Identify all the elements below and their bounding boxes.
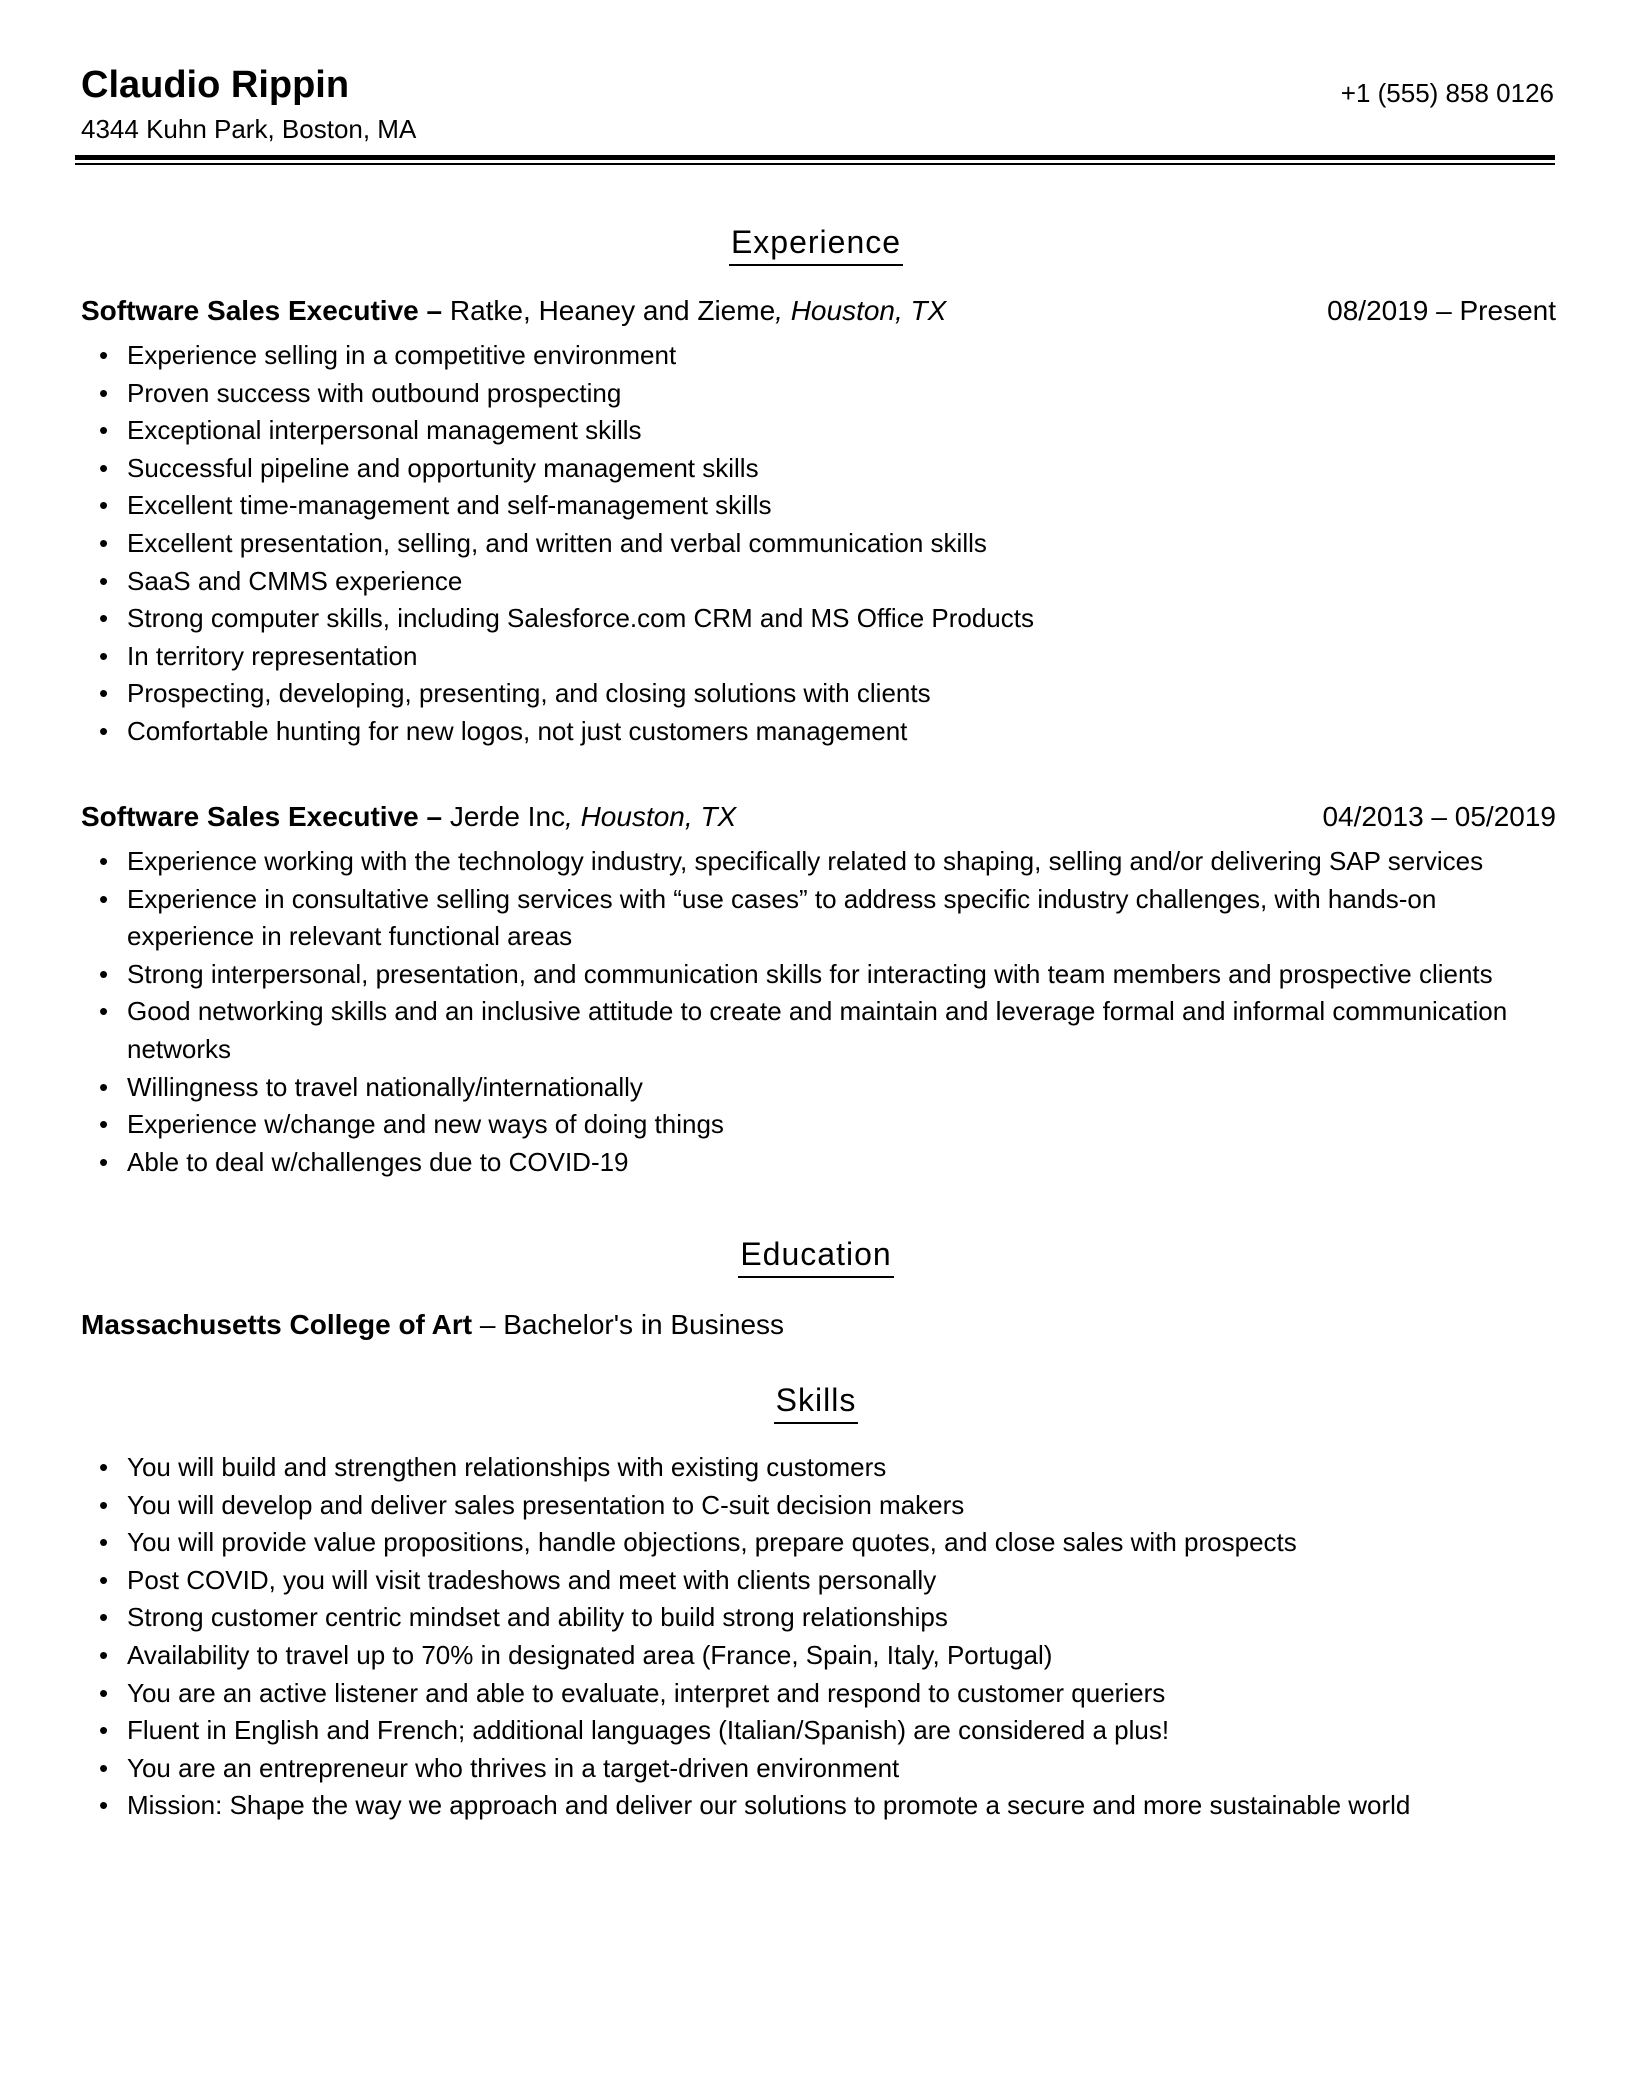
job-1-header xyxy=(81,293,1556,329)
list-item: • You will provide value propositions, handle objections, prepare quotes, and close sales with prospects xyxy=(81,1524,1556,1562)
header-divider-thick xyxy=(75,155,1555,160)
job-2-header xyxy=(81,799,1556,835)
list-item: • Able to deal w/challenges due to COVID-19 xyxy=(81,1144,1556,1182)
job-1-role: Software Sales Executive – xyxy=(81,295,450,326)
list-item: • You will develop and deliver sales presentation to C-suit decision makers xyxy=(81,1487,1556,1525)
experience-heading-text: Experience xyxy=(729,222,903,266)
education-heading xyxy=(0,1234,1632,1278)
job-2-company: Jerde Inc xyxy=(449,801,566,832)
list-item: • Good networking skills and an inclusive attitude to create and maintain and leverage formal and informal communication networks xyxy=(81,993,1556,1068)
list-item: • Exceptional interpersonal management skills xyxy=(81,412,1556,450)
list-item: • You are an active listener and able to evaluate, interpret and respond to customer queriers xyxy=(81,1675,1556,1713)
candidate-phone: +1 (555) 858 0126 xyxy=(1340,78,1554,108)
job-1-bullets xyxy=(81,337,1556,751)
header-divider-thin xyxy=(75,163,1555,165)
list-item: • Willingness to travel nationally/internationally xyxy=(81,1069,1556,1107)
job-1-dates: 08/2019 – Present xyxy=(1327,295,1556,326)
list-item: • Experience selling in a competitive environment xyxy=(81,337,1556,375)
list-item: • Availability to travel up to 70% in designated area (France, Spain, Italy, Portugal) xyxy=(81,1637,1556,1675)
list-item: • Experience w/change and new ways of doing things xyxy=(81,1106,1556,1144)
list-item: • Excellent time-management and self-management skills xyxy=(81,487,1556,525)
list-item: • Strong interpersonal, presentation, and communication skills for interacting with team members and prospective clients xyxy=(81,956,1556,994)
job-2-role: Software Sales Executive – xyxy=(81,801,450,832)
candidate-name: Claudio Rippin xyxy=(81,64,350,106)
list-item: • You are an entrepreneur who thrives in a target-driven environment xyxy=(81,1750,1556,1788)
skills-bullets xyxy=(81,1449,1556,1825)
list-item: • Strong customer centric mindset and ability to build strong relationships xyxy=(81,1599,1556,1637)
list-item: • Fluent in English and French; additional languages (Italian/Spanish) are considered a plus! xyxy=(81,1712,1556,1750)
job-2-bullets xyxy=(81,843,1556,1181)
education-entry xyxy=(81,1307,784,1343)
list-item: • Experience in consultative selling services with “use cases” to address specific industry challenges, with hands-on experience in relevant functional areas xyxy=(81,881,1556,956)
list-item: • You will build and strengthen relationships with existing customers xyxy=(81,1449,1556,1487)
skills-heading xyxy=(0,1380,1632,1424)
experience-heading xyxy=(0,222,1632,266)
list-item: • Experience working with the technology industry, specifically related to shaping, selling and/or delivering SAP services xyxy=(81,843,1556,881)
list-item: • SaaS and CMMS experience xyxy=(81,563,1556,601)
list-item: • Prospecting, developing, presenting, and closing solutions with clients xyxy=(81,675,1556,713)
list-item: • Mission: Shape the way we approach and deliver our solutions to promote a secure and more sustainable world xyxy=(81,1787,1556,1825)
list-item: • Proven success with outbound prospecting xyxy=(81,375,1556,413)
skills-heading-text: Skills xyxy=(774,1380,859,1424)
education-degree: Bachelor's in Business xyxy=(503,1309,785,1340)
list-item: • In territory representation xyxy=(81,638,1556,676)
list-item: • Strong computer skills, including Salesforce.com CRM and MS Office Products xyxy=(81,600,1556,638)
list-item: • Successful pipeline and opportunity management skills xyxy=(81,450,1556,488)
list-item: • Post COVID, you will visit tradeshows and meet with clients personally xyxy=(81,1562,1556,1600)
candidate-address: 4344 Kuhn Park, Boston, MA xyxy=(81,114,417,144)
job-1-location: , Houston, TX xyxy=(775,295,947,326)
education-separator: – xyxy=(472,1309,504,1340)
list-item: • Comfortable hunting for new logos, not just customers management xyxy=(81,713,1556,751)
education-heading-text: Education xyxy=(738,1234,893,1278)
job-2-dates: 04/2013 – 05/2019 xyxy=(1322,801,1556,832)
job-2-location: , Houston, TX xyxy=(565,801,737,832)
list-item: • Excellent presentation, selling, and written and verbal communication skills xyxy=(81,525,1556,563)
job-1-company: Ratke, Heaney and Zieme xyxy=(449,295,776,326)
education-school: Massachusetts College of Art xyxy=(81,1309,473,1340)
